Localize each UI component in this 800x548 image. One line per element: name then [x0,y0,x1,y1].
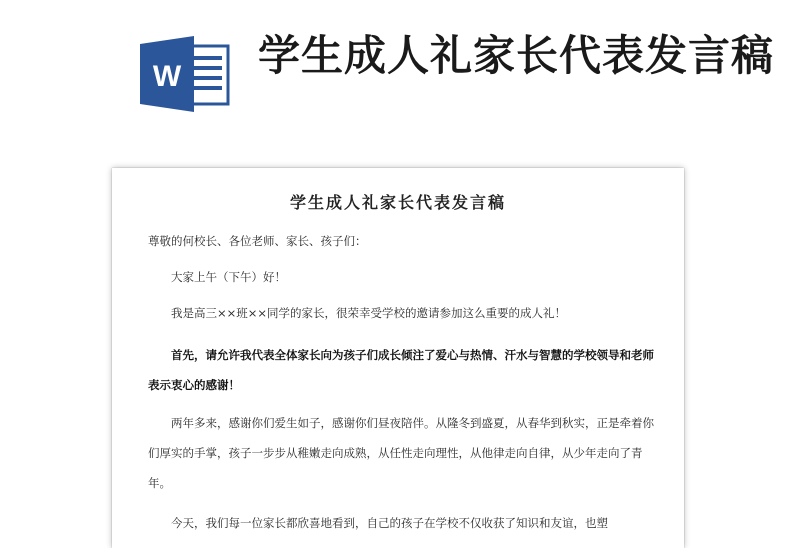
banner [0,0,800,150]
word-logo-letter: W [152,60,182,93]
closing-paragraph: 今天，我们每一位家长都欣喜地看到，自己的孩子在学校不仅收获了知识和友谊，也塑 [171,516,608,530]
intro-paragraph: 我是高三××班××同学的家长，很荣幸受学校的邀请参加这么重要的成人礼！ [171,306,567,320]
document-page [112,168,684,548]
body-paragraph: 两年多来，感谢你们爱生如子，感谢你们昼夜陪伴。从隆冬到盛夏，从春华到秋实，正是牵着你们厚实的手掌，孩子一步步从稚嫩走向成熟，从任性走向理性，从他律走向自律，从少年走向了青年。 [148,416,654,490]
banner-title: 学生成人礼家长代表发言稿 [258,31,775,80]
greeting-paragraph: 大家上午（下午）好！ [171,270,286,284]
salutation-paragraph: 尊敬的何校长、各位老师、家长、孩子们： [148,234,367,248]
word-document-icon [138,36,230,112]
document-title: 学生成人礼家长代表发言稿 [289,193,506,212]
thanks-paragraph: 首先，请允许我代表全体家长向为孩子们成长倾注了爱心与热情、汗水与智慧的学校领导和老师表示衷心的感谢！ [148,348,654,392]
